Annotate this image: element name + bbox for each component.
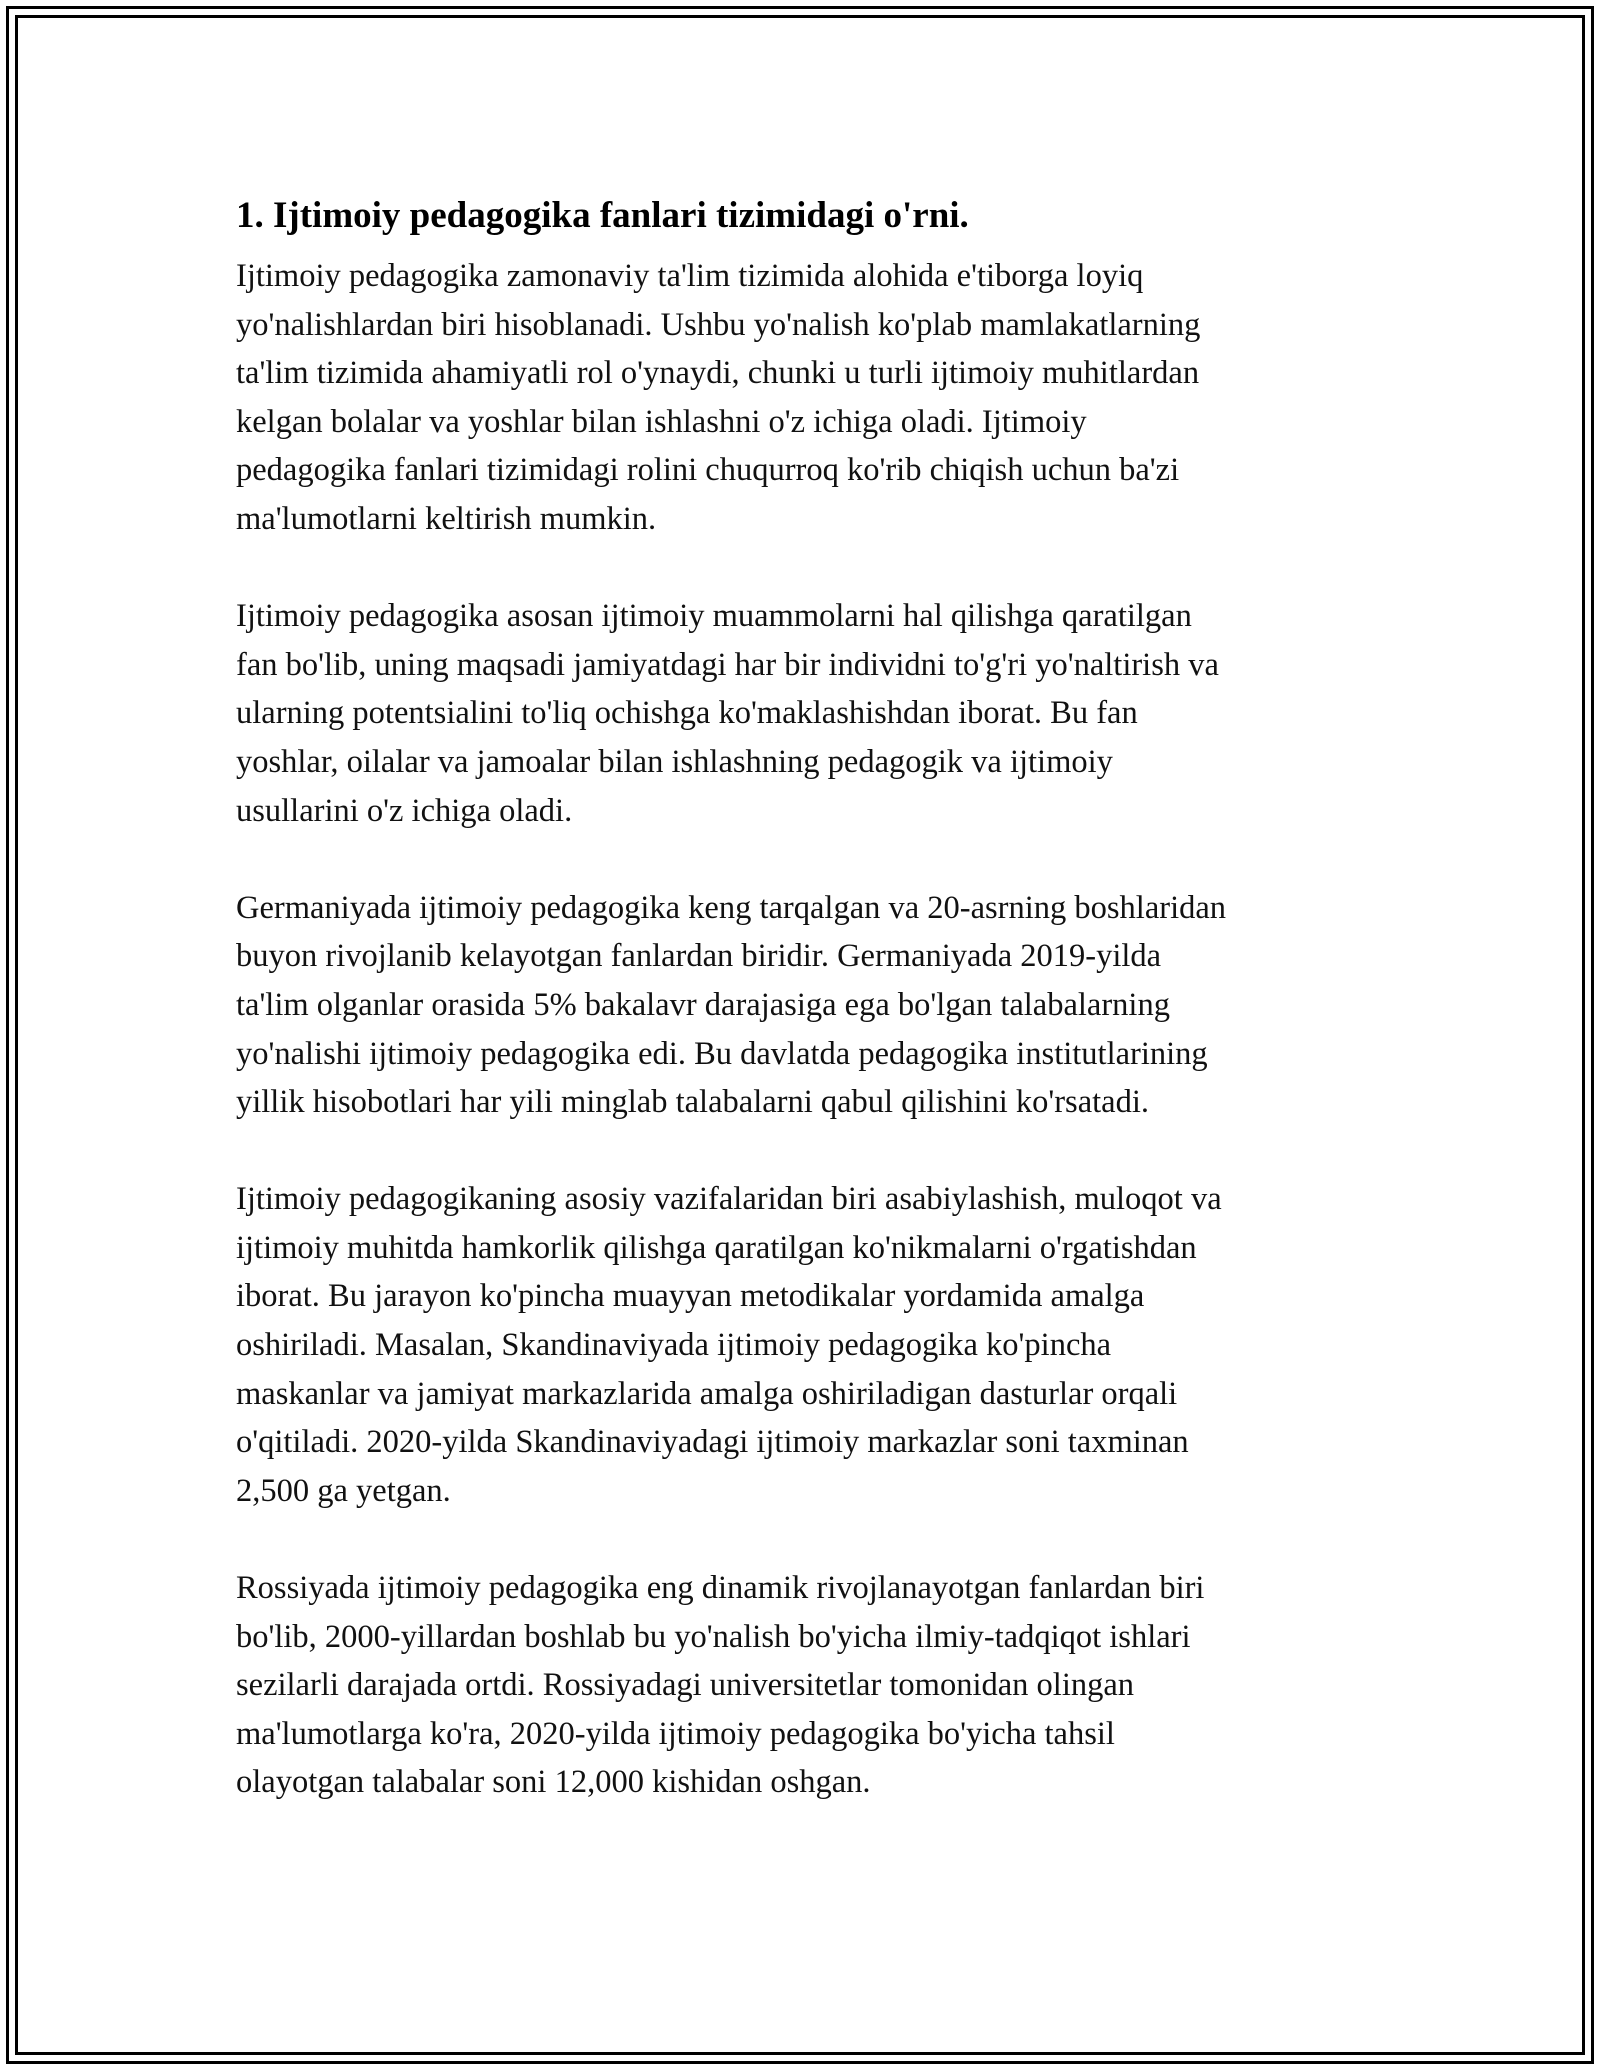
paragraph-line: bo'lib, 2000-yillardan boshlab bu yo'nalish bo'yicha ilmiy-tadqiqot ishlari (236, 1618, 1191, 1655)
paragraph-line: usullarini o'z ichiga oladi. (236, 792, 573, 829)
paragraph-line: kelgan bolalar va yoshlar bilan ishlashni o'z ichiga oladi. Ijtimoiy (236, 403, 1087, 440)
document-body (236, 186, 1366, 1856)
paragraph (236, 1564, 1366, 1807)
paragraph-line: fan bo'lib, uning maqsadi jamiyatdagi har bir individni to'g'ri yo'naltirish va (236, 646, 1219, 683)
paragraph (236, 1175, 1366, 1515)
paragraph-line: yo'nalishi ijtimoiy pedagogika edi. Bu davlatda pedagogika institutlarining (236, 1035, 1208, 1072)
paragraph-line: oshiriladi. Masalan, Skandinaviyada ijtimoiy pedagogika ko'pincha (236, 1327, 1112, 1364)
paragraph-line: Ijtimoiy pedagogikaning asosiy vazifalaridan biri asabiylashish, muloqot va (236, 1181, 1222, 1218)
paragraph-line: buyon rivojlanib kelayotgan fanlardan biridir. Germaniyada 2019-yilda (236, 938, 1162, 975)
paragraph-line: Germaniyada ijtimoiy pedagogika keng tarqalgan va 20-asrning boshlaridan (236, 889, 1227, 926)
paragraph-line: ijtimoiy muhitda hamkorlik qilishga qaratilgan ko'nikmalarni o'rgatishdan (236, 1229, 1197, 1266)
paragraph-line: iborat. Bu jarayon ko'pincha muayyan metodikalar yordamida amalga (236, 1278, 1145, 1315)
paragraph-line: ma'lumotlarga ko'ra, 2020-yilda ijtimoiy pedagogika bo'yicha tahsil (236, 1715, 1115, 1752)
paragraph-line: yo'nalishlardan biri hisoblanadi. Ushbu yo'nalish ko'plab mamlakatlarning (236, 306, 1201, 343)
paragraph-line: sezilarli darajada ortdi. Rossiyadagi universitetlar tomonidan olingan (236, 1667, 1135, 1704)
paragraph-line: ma'lumotlarni keltirish mumkin. (236, 500, 657, 537)
paragraph-list (236, 252, 1366, 1807)
paragraph-line: ta'lim olganlar orasida 5% bakalavr darajasiga ega bo'lgan talabalarning (236, 986, 1170, 1023)
paragraph (236, 884, 1366, 1127)
paragraph-line: yillik hisobotlari har yili minglab talabalarni qabul qilishini ko'rsatadi. (236, 1084, 1149, 1121)
paragraph-line: 2,500 ga yetgan. (236, 1472, 451, 1509)
paragraph-line: maskanlar va jamiyat markazlarida amalga oshiriladigan dasturlar orqali (236, 1375, 1178, 1412)
paragraph (236, 592, 1366, 835)
paragraph-line: Rossiyada ijtimoiy pedagogika eng dinamik rivojlanayotgan fanlardan biri (236, 1570, 1205, 1607)
paragraph-line: ularning potentsialini to'liq ochishga ko'maklashishdan iborat. Bu fan (236, 695, 1138, 732)
paragraph-line: Ijtimoiy pedagogika asosan ijtimoiy muammolarni hal qilishga qaratilgan (236, 598, 1192, 635)
section-heading: 1. Ijtimoiy pedagogika fanlari tizimidagi o'rni. (236, 195, 969, 236)
paragraph-line: pedagogika fanlari tizimidagi rolini chuqurroq ko'rib chiqish uchun ba'zi (236, 452, 1180, 489)
paragraph-line: yoshlar, oilalar va jamoalar bilan ishlashning pedagogik va ijtimoiy (236, 743, 1113, 780)
paragraph-line: ta'lim tizimida ahamiyatli rol o'ynaydi, chunki u turli ijtimoiy muhitlardan (236, 355, 1200, 392)
paragraph (236, 252, 1366, 544)
paragraph-line: olayotgan talabalar soni 12,000 kishidan oshgan. (236, 1764, 871, 1801)
paragraph-line: o'qitiladi. 2020-yilda Skandinaviyadagi ijtimoiy markazlar soni taxminan (236, 1424, 1189, 1461)
paragraph-line: Ijtimoiy pedagogika zamonaviy ta'lim tizimida alohida e'tiborga loyiq (236, 258, 1144, 294)
